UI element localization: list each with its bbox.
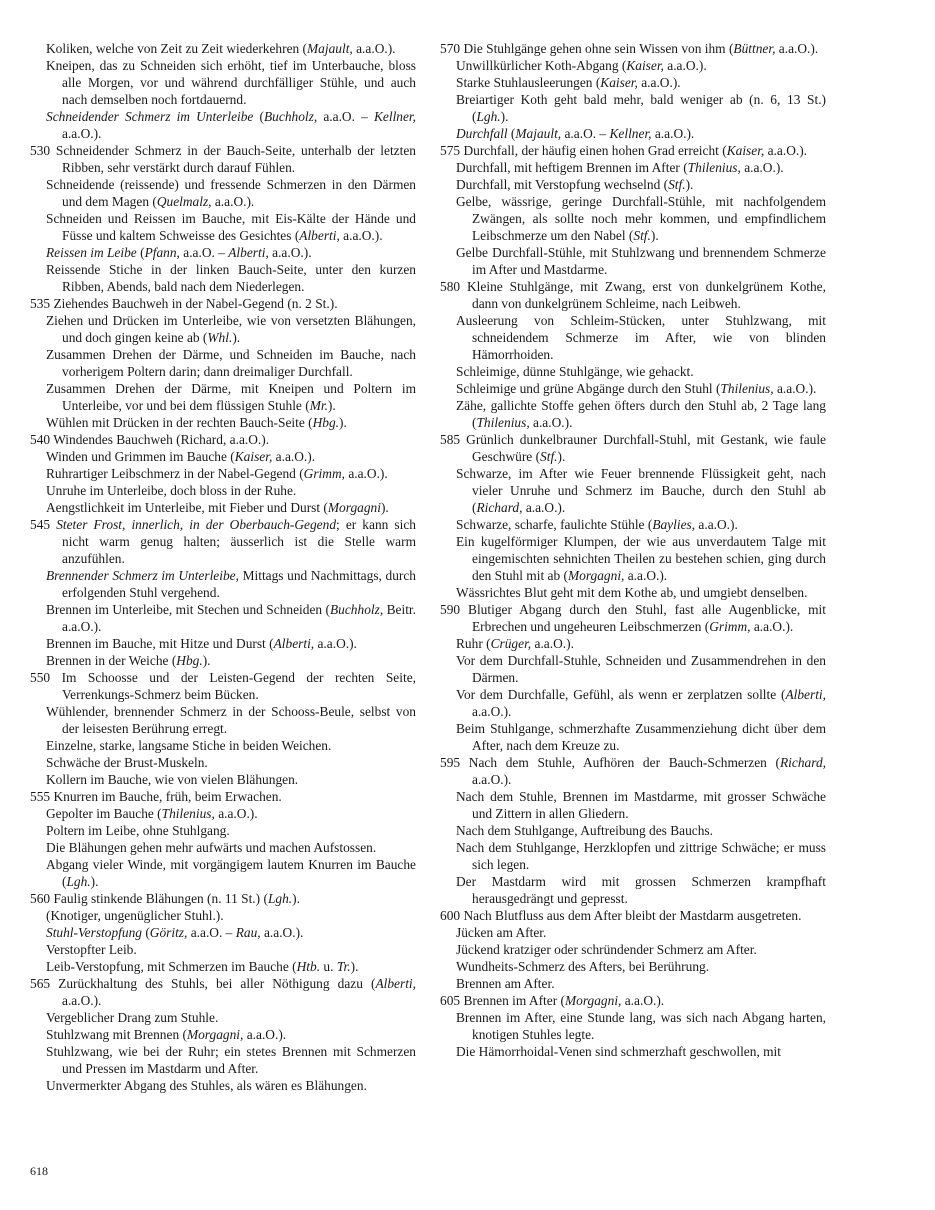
- symptom-entry: [30, 805, 416, 822]
- italic-text: Stf.: [668, 177, 686, 192]
- entry-text: ).: [350, 959, 359, 974]
- italic-text: Brennender Schmerz im Unterleibe: [46, 568, 236, 583]
- entry-text: Jücken am After.: [456, 925, 547, 940]
- symptom-entry: [30, 108, 416, 142]
- entry-text: Windendes Bauchweh (Richard, a.a.O.).: [53, 432, 270, 447]
- entry-text: ).: [380, 500, 389, 515]
- entry-text: Brennen im Bauche, mit Hitze und Durst (: [46, 636, 274, 651]
- entry-text: a.a.O. –: [179, 245, 229, 260]
- entry-text: a.a.O.).: [637, 75, 681, 90]
- entry-text: ).: [685, 177, 694, 192]
- entry-text: Wühlen mit Drücken in der rechten Bauch-Seite (: [46, 415, 313, 430]
- symptom-entry: [440, 822, 826, 839]
- symptom-entry: [440, 431, 826, 465]
- italic-text: Lgh.: [267, 891, 293, 906]
- entry-text: a.a.O.).: [529, 415, 573, 430]
- symptom-entry: [440, 91, 826, 125]
- symptom-entry: [30, 924, 416, 941]
- italic-text: Alberti,: [375, 976, 416, 991]
- italic-text: Majault,: [307, 41, 353, 56]
- entry-text: ).: [202, 653, 211, 668]
- entry-text: Vor dem Durchfall-Stuhle, Schneiden und Zusammendrehen in den Därmen.: [456, 653, 826, 685]
- italic-text: Thilenius,: [720, 381, 774, 396]
- symptom-entry: [440, 397, 826, 431]
- entry-text: Die Stuhlgänge gehen ohne sein Wissen von ihm (: [463, 41, 734, 56]
- italic-text: Baylies,: [652, 517, 696, 532]
- entry-text: Abgang vieler Winde, mit vorgängigem lautem Knurren im Bauche (: [46, 857, 416, 889]
- entry-text: (: [253, 109, 264, 124]
- symptom-entry: [440, 584, 826, 601]
- entry-text: Zusammen Drehen der Därme, mit Kneipen und Poltern im Unterleibe, vor und bei dem flüssigen Stuhle (: [46, 381, 416, 413]
- entry-text: Einzelne, starke, langsame Stiche in beiden Weichen.: [46, 738, 332, 753]
- entry-text: Ziehendes Bauchweh in der Nabel-Gegend (n. 2 St.).: [53, 296, 338, 311]
- italic-text: Quelmalz,: [156, 194, 212, 209]
- italic-text: Reissen im Leibe: [46, 245, 137, 260]
- symptom-entry: [440, 652, 826, 686]
- italic-text: Thilenius,: [161, 806, 215, 821]
- italic-text: Thilenius,: [476, 415, 530, 430]
- symptom-entry: [440, 57, 826, 74]
- symptom-entry: [30, 652, 416, 669]
- entry-text: a.a.O.).: [695, 517, 738, 532]
- symptom-entry: [30, 856, 416, 890]
- entry-text: Durchfall, mit Verstopfung wechselnd (: [456, 177, 669, 192]
- symptom-entry: [440, 907, 826, 924]
- entry-text: Starke Stuhlausleerungen (: [456, 75, 601, 90]
- entry-text: Gepolter im Bauche (: [46, 806, 162, 821]
- entry-text: Beitr. a.a.O.).: [62, 602, 416, 634]
- entry-text: a.a.O.).: [211, 194, 255, 209]
- entry-text: Die Blähungen gehen mehr aufwärts und machen Aufstossen.: [46, 840, 377, 855]
- entry-text: Leib-Verstopfung, mit Schmerzen im Bauche (: [46, 959, 297, 974]
- entry-text: Kollern im Bauche, wie von vielen Blähungen.: [46, 772, 299, 787]
- entry-text: Unwillkürlicher Koth-Abgang (: [456, 58, 627, 73]
- entry-text: Gelbe, wässrige, geringe Durchfall-Stühle, mit nachfolgendem Zwängen, als sollte noch mehr kommen, und empfindlichem Leibschmerze um den Nabel (: [456, 194, 826, 243]
- symptom-entry: [30, 465, 416, 482]
- entry-text: Verstopfter Leib.: [46, 942, 137, 957]
- entry-text: ).: [327, 398, 336, 413]
- symptom-entry: [440, 941, 826, 958]
- italic-text: Mr.: [309, 398, 328, 413]
- entry-text: Schleimige und grüne Abgänge durch den Stuhl (: [456, 381, 721, 396]
- entry-text: ).: [339, 415, 347, 430]
- entry-text: Brennen in der Weiche (: [46, 653, 177, 668]
- page-number: 618: [30, 1164, 48, 1178]
- italic-text: Morgagni,: [567, 568, 625, 583]
- entry-text: a.a.O.).: [344, 466, 388, 481]
- symptom-entry: [440, 958, 826, 975]
- entry-text: u.: [320, 959, 337, 974]
- entry-text: Zusammen Drehen der Därme, und Schneiden im Bauche, nach vorherigem Poltern darin; dann dreimaliger Durchfall.: [46, 347, 416, 379]
- italic-text: Crüger,: [490, 636, 532, 651]
- entry-text: Zähe, gallichte Stoffe gehen öfters durch den Stuhl ab, 2 Tage lang (: [456, 398, 826, 430]
- symptom-entry: [440, 1043, 826, 1060]
- italic-text: Buchholz,: [329, 602, 384, 617]
- italic-text: Alberti,: [299, 228, 340, 243]
- italic-text: Alberti,: [785, 687, 826, 702]
- symptom-entry: [440, 278, 826, 312]
- entry-text: a.a.O.).: [339, 228, 383, 243]
- symptom-entry: [30, 431, 416, 448]
- symptom-entry: [440, 601, 826, 635]
- italic-text: Stf.: [540, 449, 558, 464]
- entry-text: a.a.O.).: [740, 160, 784, 175]
- entry-text: ).: [650, 228, 659, 243]
- symptom-entry: [30, 210, 416, 244]
- entry-text: Stuhlzwang, wie bei der Ruhr; ein stetes Brennen mit Schmerzen und Pressen im Mastdarm und After.: [46, 1044, 416, 1076]
- symptom-entry: [440, 975, 826, 992]
- entry-text: Nach dem Stuhlgange, Herzklopfen und zittrige Schwäche; er muss sich legen.: [456, 840, 826, 872]
- symptom-entry: [30, 958, 416, 975]
- symptom-entry: [440, 635, 826, 652]
- symptom-entry: [440, 754, 826, 788]
- entry-text: Brennen am After.: [456, 976, 555, 991]
- symptom-entry: [440, 176, 826, 193]
- entry-text: a.a.O.).: [764, 143, 808, 158]
- symptom-entry: [440, 40, 826, 57]
- entry-text: a.a.O.).: [663, 58, 707, 73]
- entry-number: 565: [30, 976, 51, 991]
- entry-number: 585: [440, 432, 461, 447]
- entry-text: Knurren im Bauche, früh, beim Erwachen.: [53, 789, 282, 804]
- entry-text: Gelbe Durchfall-Stühle, mit Stuhlzwang und brennendem Schmerze im After und Mastdarme.: [456, 245, 826, 277]
- entry-text: Nach dem Stuhle, Aufhören der Bauch-Schmerzen (: [468, 755, 780, 770]
- italic-text: Buchholz,: [264, 109, 318, 124]
- italic-text: Durchfall: [456, 126, 508, 141]
- entry-text: ).: [292, 891, 300, 906]
- italic-text: Kellner,: [609, 126, 652, 141]
- entry-text: Unvermerkter Abgang des Stuhles, als wären es Blähungen.: [46, 1078, 367, 1093]
- italic-text: Htb.: [296, 959, 321, 974]
- symptom-entry: [30, 788, 416, 805]
- italic-text: Grimm,: [303, 466, 345, 481]
- symptom-entry: [440, 74, 826, 91]
- left-column: [30, 40, 416, 1094]
- entry-text: Kneipen, das zu Schneiden sich erhöht, tief im Unterbauche, bloss alle Morgen, vor und während durchfälliger Stühle, und auch nach demselben noch fortdauernd.: [46, 58, 416, 107]
- entry-number: 535: [30, 296, 51, 311]
- entry-text: a.a.O.).: [750, 619, 794, 634]
- entry-number: 590: [440, 602, 461, 617]
- symptom-entry: [440, 924, 826, 941]
- entry-text: a.a.O.).: [314, 636, 357, 651]
- entry-text: Koliken, welche von Zeit zu Zeit wiederkehren (: [46, 41, 308, 56]
- entry-text: ; er kann sich nicht warm genug halten; äusserlich ist die Stelle warm anzufühlen.: [62, 517, 416, 566]
- entry-text: a.a.O.).: [472, 704, 512, 719]
- italic-text: Kellner,: [373, 109, 416, 124]
- entry-text: a.a.O.).: [531, 636, 574, 651]
- entry-text: Schwarze, im After wie Feuer brennende Flüssigkeit geht, nach vieler Unruhe und Schmerz im Bauche, durch den Stuhl ab (: [456, 466, 826, 515]
- symptom-entry: [30, 380, 416, 414]
- entry-text: Wundheits-Schmerz des Afters, bei Berührung.: [456, 959, 710, 974]
- symptom-entry: [30, 346, 416, 380]
- entry-text: Breiartiger Koth geht bald mehr, bald weniger ab (n. 6, 13 St.) (: [456, 92, 826, 124]
- entry-text: a.a.O.).: [214, 806, 258, 821]
- symptom-entry: [30, 907, 416, 924]
- entry-text: Blutiger Abgang durch den Stuhl, fast alle Augenblicke, mit Erbrechen und ungeheuren Leibschmerzen (: [468, 602, 826, 634]
- entry-number: 550: [30, 670, 51, 685]
- entry-number: 605: [440, 993, 461, 1008]
- entry-text: Der Mastdarm wird mit grossen Schmerzen krampfhaft herausgedrängt und gepresst.: [456, 874, 826, 906]
- entry-text: (Knotiger, ungenüglicher Stuhl.).: [46, 908, 224, 923]
- entry-text: Wühlender, brennender Schmerz in der Schooss-Beule, selbst von der leisesten Berührung erregt.: [46, 704, 416, 736]
- entry-text: a.a.O.).: [268, 245, 312, 260]
- italic-text: Alberti,: [228, 245, 269, 260]
- italic-text: Göritz,: [149, 925, 188, 940]
- italic-text: Whl.: [207, 330, 233, 345]
- symptom-entry: [30, 635, 416, 652]
- entry-text: a.a.O.).: [472, 772, 512, 787]
- entry-number: 570: [440, 41, 461, 56]
- entry-text: (: [507, 126, 516, 141]
- italic-text: Schneidender Schmerz im Unterleibe: [46, 109, 254, 124]
- entry-text: Ruhr (: [456, 636, 491, 651]
- symptom-entry: [30, 516, 416, 567]
- symptom-entry: [440, 516, 826, 533]
- italic-text: Hbg.: [312, 415, 340, 430]
- right-column: [440, 40, 826, 1060]
- entry-text: a.a.O. –: [187, 925, 236, 940]
- italic-text: Morgagni,: [564, 993, 622, 1008]
- entry-number: 530: [30, 143, 51, 158]
- entry-text: Kleine Stuhlgänge, mit Zwang, erst von dunkelgrünem Kothe, dann von dunkelgrünem Schleime, nach Leibweh.: [467, 279, 826, 311]
- entry-text: Beim Stuhlgange, schmerzhafte Zusammenziehung dicht über dem After, nach dem Kreuze zu.: [456, 721, 826, 753]
- italic-text: Rau,: [235, 925, 261, 940]
- entry-text: a.a.O.).: [621, 993, 665, 1008]
- symptom-entry: [30, 737, 416, 754]
- entry-text: Ziehen und Drücken im Unterleibe, wie von versetzten Blähungen, und doch gingen keine ab (: [46, 313, 416, 345]
- entry-text: ).: [500, 109, 509, 124]
- entry-text: , Mittags und Nachmittags, durch erfolgenden Stuhl vergehend.: [62, 568, 416, 600]
- symptom-entry: [440, 193, 826, 244]
- entry-text: a.a.O. –: [317, 109, 374, 124]
- entry-text: Ruhrartiger Leibschmerz in der Nabel-Gegend (: [46, 466, 304, 481]
- entry-text: ).: [557, 449, 566, 464]
- italic-text: Kaiser,: [600, 75, 638, 90]
- entry-text: Die Hämorrhoidal-Venen sind schmerzhaft geschwollen, mit: [456, 1044, 781, 1059]
- symptom-entry: [440, 788, 826, 822]
- entry-text: a.a.O.).: [775, 41, 819, 56]
- entry-text: Schneiden und Reissen im Bauche, mit Eis-Kälte der Hände und Füsse und kaltem Schweisse des Gesichtes (: [46, 211, 416, 243]
- italic-text: Morgagni: [327, 500, 381, 515]
- symptom-entry: [440, 1009, 826, 1043]
- entry-text: Durchfall, der häufig einen hohen Grad erreicht (: [463, 143, 727, 158]
- symptom-entry: [30, 261, 416, 295]
- italic-text: Morgagni,: [186, 1027, 244, 1042]
- italic-text: Kaiser,: [726, 143, 765, 158]
- entry-text: Unruhe im Unterleibe, doch bloss in der Ruhe.: [46, 483, 297, 498]
- entry-text: a.a.O.).: [773, 381, 817, 396]
- italic-text: Pfann,: [144, 245, 180, 260]
- entry-text: Im Schoosse und der Leisten-Gegend der rechten Seite, Verrenkungs-Schmerz beim Bücken.: [61, 670, 416, 702]
- symptom-entry: [30, 703, 416, 737]
- symptom-entry: [30, 1026, 416, 1043]
- entry-text: Grünlich dunkelbrauner Durchfall-Stuhl, mit Gestank, wie faule Geschwüre (: [466, 432, 826, 464]
- symptom-entry: [30, 1077, 416, 1094]
- entry-text: Stuhlzwang mit Brennen (: [46, 1027, 187, 1042]
- entry-text: (: [141, 925, 150, 940]
- symptom-entry: [440, 992, 826, 1009]
- entry-text: a.a.O.).: [522, 500, 566, 515]
- entry-text: a.a.O.).: [243, 1027, 287, 1042]
- entry-text: Brennen im After (: [463, 993, 565, 1008]
- symptom-entry: [440, 533, 826, 584]
- symptom-entry: [30, 499, 416, 516]
- symptom-entry: [30, 975, 416, 1009]
- entry-text: Vor dem Durchfalle, Gefühl, als wenn er zerplatzen sollte (: [456, 687, 786, 702]
- symptom-entry: [30, 839, 416, 856]
- symptom-entry: [30, 482, 416, 499]
- entry-text: Vergeblicher Drang zum Stuhle.: [46, 1010, 219, 1025]
- symptom-entry: [30, 40, 416, 57]
- symptom-entry: [30, 142, 416, 176]
- entry-text: ).: [232, 330, 241, 345]
- symptom-entry: [30, 1009, 416, 1026]
- entry-text: Poltern im Leibe, ohne Stuhlgang.: [46, 823, 230, 838]
- entry-text: Durchfall, mit heftigem Brennen im After (: [456, 160, 688, 175]
- entry-text: Schleimige, dünne Stuhlgänge, wie gehackt.: [456, 364, 694, 379]
- entry-text: Nach dem Stuhle, Brennen im Mastdarme, mit grosser Schwäche und Zittern in allen Gliedern.: [456, 789, 826, 821]
- entry-text: Reissende Stiche in der linken Bauch-Seite, unter den kurzen Ribben, Abends, bald nach dem Niederlegen.: [46, 262, 416, 294]
- symptom-entry: [440, 720, 826, 754]
- symptom-entry: [30, 754, 416, 771]
- entry-text: a.a.O.).: [62, 993, 102, 1008]
- entry-number: 595: [440, 755, 461, 770]
- entry-text: Schwarze, scharfe, faulichte Stühle (: [456, 517, 653, 532]
- symptom-entry: [440, 159, 826, 176]
- entry-number: 575: [440, 143, 461, 158]
- entry-text: Ein kugelförmiger Klumpen, der wie aus unverdautem Talge mit eingemischten sehnichten Theilen zu bestehen schien, ging durch den Stuhl mit ab (: [456, 534, 826, 583]
- entry-text: Nach dem Stuhlgange, Auftreibung des Bauchs.: [456, 823, 713, 838]
- entry-text: Brennen im After, eine Stunde lang, was sich nach Abgang harten, knotigen Stuhles legte.: [456, 1010, 826, 1042]
- symptom-entry: [440, 125, 826, 142]
- italic-text: Stf.: [633, 228, 651, 243]
- entry-number: 540: [30, 432, 51, 447]
- symptom-entry: [440, 380, 826, 397]
- symptom-entry: [30, 57, 416, 108]
- italic-text: Lgh.: [476, 109, 501, 124]
- symptom-entry: [30, 176, 416, 210]
- symptom-entry: [30, 771, 416, 788]
- symptom-entry: [440, 312, 826, 363]
- italic-text: Hbg.: [176, 653, 203, 668]
- entry-text: Winden und Grimmen im Bauche (: [46, 449, 235, 464]
- entry-text: Brennen im Unterleibe, mit Stechen und Schneiden (: [46, 602, 330, 617]
- entry-text: a.a.O.).: [624, 568, 668, 583]
- entry-text: Faulig stinkende Blähungen (n. 11 St.) (: [53, 891, 268, 906]
- entry-number: 560: [30, 891, 51, 906]
- symptom-entry: [440, 465, 826, 516]
- entry-number: 580: [440, 279, 461, 294]
- entry-text: (: [136, 245, 145, 260]
- symptom-entry: [440, 839, 826, 873]
- entry-text: a.a.O.).: [352, 41, 396, 56]
- entry-number: 545: [30, 517, 51, 532]
- entry-text: Schwäche der Brust-Muskeln.: [46, 755, 208, 770]
- italic-text: Lgh.: [66, 874, 91, 889]
- italic-text: Alberti,: [273, 636, 315, 651]
- italic-text: Richard,: [476, 500, 523, 515]
- entry-text: a.a.O.).: [651, 126, 695, 141]
- entry-text: Wässrichtes Blut geht mit dem Kothe ab, und umgiebt denselben.: [456, 585, 808, 600]
- italic-text: Kaiser,: [234, 449, 273, 464]
- entry-text: Ausleerung von Schleim-Stücken, unter Stuhlzwang, mit schneidendem Schmerze im After, wie von blinden Hämorrhoiden.: [456, 313, 826, 362]
- entry-text: ).: [90, 874, 99, 889]
- symptom-entry: [30, 822, 416, 839]
- symptom-entry: [440, 686, 826, 720]
- italic-text: Richard,: [780, 755, 826, 770]
- entry-text: a.a.O.).: [260, 925, 304, 940]
- symptom-entry: [440, 363, 826, 380]
- entry-text: Schneidender Schmerz in der Bauch-Seite, unterhalb der letzten Ribben, sehr verstärkt durch darauf Fühlen.: [55, 143, 416, 175]
- entry-text: Aengstlichkeit im Unterleibe, mit Fieber und Durst (: [46, 500, 328, 515]
- entry-text: Schneidende (reissende) und fressende Schmerzen in den Därmen und dem Magen (: [46, 177, 416, 209]
- symptom-entry: [30, 601, 416, 635]
- italic-text: Kaiser,: [626, 58, 664, 73]
- italic-text: Tr.: [336, 959, 351, 974]
- symptom-entry: [30, 1043, 416, 1077]
- symptom-entry: [30, 295, 416, 312]
- entry-text: a.a.O.).: [62, 126, 102, 141]
- entry-number: 600: [440, 908, 461, 923]
- entry-text: Nach Blutfluss aus dem After bleibt der Mastdarm ausgetreten.: [463, 908, 802, 923]
- symptom-entry: [30, 414, 416, 431]
- symptom-entry: [30, 669, 416, 703]
- entry-text: Zurückhaltung des Stuhls, bei aller Nöthigung dazu (: [58, 976, 376, 991]
- symptom-entry: [440, 142, 826, 159]
- entry-text: Jückend kratziger oder schründender Schmerz am After.: [456, 942, 757, 957]
- symptom-entry: [440, 873, 826, 907]
- entry-text: a.a.O.).: [272, 449, 316, 464]
- symptom-entry: [30, 941, 416, 958]
- italic-text: Büttner,: [733, 41, 776, 56]
- italic-text: Steter Frost, innerlich, in der Oberbauch-Gegend: [56, 517, 337, 532]
- italic-text: Grimm,: [709, 619, 751, 634]
- symptom-entry: [30, 890, 416, 907]
- symptom-entry: [440, 244, 826, 278]
- italic-text: Majault,: [515, 126, 562, 141]
- italic-text: Thilenius,: [687, 160, 741, 175]
- symptom-entry: [30, 567, 416, 601]
- entry-text: a.a.O. –: [561, 126, 610, 141]
- symptom-entry: [30, 312, 416, 346]
- symptom-entry: [30, 448, 416, 465]
- italic-text: Stuhl-Verstopfung: [46, 925, 142, 940]
- symptom-entry: [30, 244, 416, 261]
- entry-number: 555: [30, 789, 51, 804]
